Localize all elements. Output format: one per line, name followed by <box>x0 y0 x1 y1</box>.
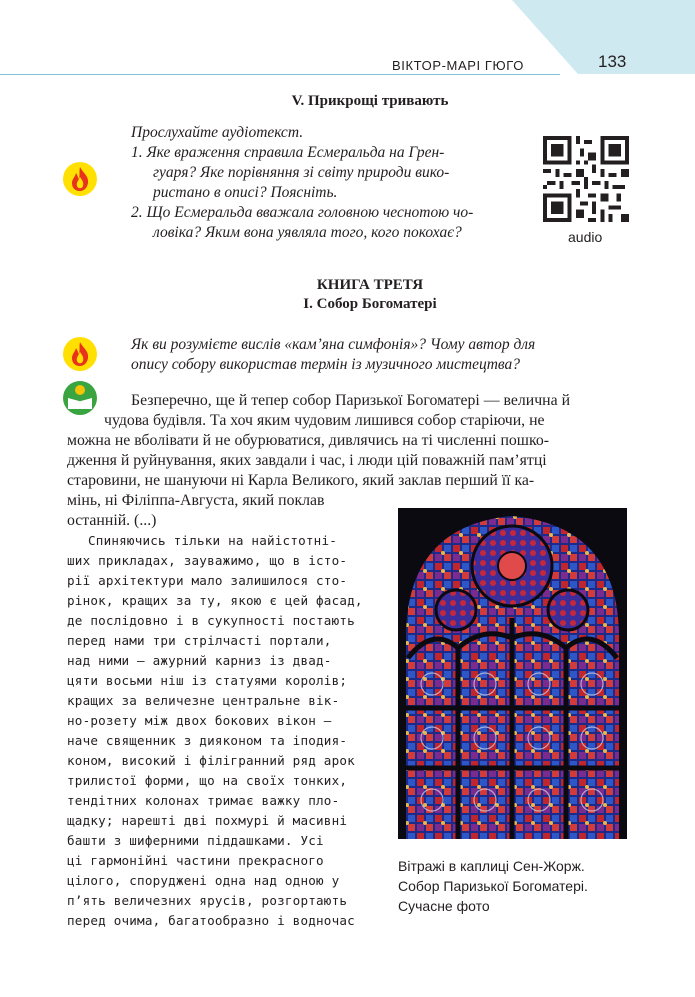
paragraph-line: рії архітектури мало залишилося сто- <box>67 573 348 588</box>
paragraph-line: цілого, споруджені одна над одною у <box>67 873 340 888</box>
photo-caption-line-3: Сучасне фото <box>398 898 490 914</box>
book-title: КНИГА ТРЕТЯ <box>316 277 424 293</box>
photo-caption-line-2: Собор Паризької Богоматері. <box>398 878 588 894</box>
paragraph-line: рінок, кращих за ту, якою є цей фасад, <box>67 593 363 608</box>
qr-label: audio <box>568 229 603 245</box>
paragraph-line: Спиняючись тільки на найістотні- <box>88 533 338 548</box>
paragraph-line: трилистої форми, що на своїх тонких, <box>67 773 348 788</box>
reader-icon <box>63 381 97 415</box>
question-2-line-1: 2. Що Есмеральда вважала головною чеснотою чо- <box>131 204 474 221</box>
fire-icon <box>63 162 97 196</box>
listen-instruction: Прослухайте аудіотекст. <box>131 124 304 141</box>
paragraph-line: башти з шиферними піддашками. Усі <box>67 833 324 848</box>
paragraph-line: тендітних колонах тримає важку пло- <box>67 793 340 808</box>
paragraph-line: де послідовно і в сукупності постають <box>67 613 355 628</box>
prompt-line-1: Як ви розумієте вислів «кам’яна симфонія»? Чому автор для <box>131 336 536 353</box>
header-rule <box>0 74 560 75</box>
paragraph-line: коном, високий і філігранний ряд арок <box>67 753 355 768</box>
paragraph-line: но-розету між двох бокових вікон — <box>67 713 332 728</box>
paragraph-line: перед нами три стрілчасті портали, <box>67 633 332 648</box>
paragraph-line: цяти восьми ніш із статуями королів; <box>67 673 348 688</box>
fire-icon <box>63 337 97 371</box>
paragraph-line: ці гармонійні частини прекрасного <box>67 853 324 868</box>
qr-code-icon[interactable] <box>543 136 629 222</box>
paragraph-line: чудова будівля. Та хоч яким чудовим лишився собор старіючи, не <box>104 412 545 429</box>
question-1-line-3: ристано в описі? Поясніть. <box>153 184 338 201</box>
paragraph-line: щадку; нарешті дві похмурі й масивні <box>67 813 348 828</box>
section-title: V. Прикрощі тривають <box>291 93 449 109</box>
paragraph-line: наче священник з дияконом та іподия- <box>67 733 348 748</box>
question-1-line-1: 1. Яке враження справила Есмеральда на Грен- <box>131 144 445 161</box>
paragraph-line: мінь, ні Філіппа-Августа, який поклав <box>67 492 325 509</box>
question-1-line-2: гуаря? Яке порівняння зі світу природи вико- <box>153 164 450 181</box>
question-2-line-2: ловіка? Яким вона уявляла того, кого покохає? <box>153 224 462 241</box>
paragraph-line: перед очима, багатообразно і водночас <box>67 913 355 928</box>
running-head-author: ВІКТОР-МАРІ ГЮГО <box>392 58 524 73</box>
paragraph-line: останній. (...) <box>67 512 157 529</box>
paragraph-line: над ними — ажурний карниз із двад- <box>67 653 332 668</box>
paragraph-line: дження й руйнування, яких завдали і час, і люди цій поважній пам’ятці <box>67 452 547 469</box>
page-number: 133 <box>598 52 627 71</box>
prompt-line-2: опису собору використав термін із музичного мистецтва? <box>131 356 521 373</box>
paragraph-line: старовини, не шануючи ні Карла Великого, який заклав перший її ка- <box>67 472 535 489</box>
stained-glass-photo <box>398 508 627 839</box>
photo-caption-line-1: Вітражі в каплиці Сен-Жорж. <box>398 858 585 874</box>
paragraph-line: кращих за величезне центральне вік- <box>67 693 340 708</box>
paragraph-line: ших прикладах, зауважимо, що в істо- <box>67 553 348 568</box>
paragraph-line: Безперечно, ще й тепер собор Паризької Богоматері — велична й <box>131 392 571 409</box>
chapter-title: I. Собор Богоматері <box>303 296 437 312</box>
paragraph-line: можна не вболівати й не обурюватися, дивлячись на ті численні пошко- <box>67 432 549 449</box>
paragraph-line: п’ять величезних ярусів, розгортають <box>67 893 348 908</box>
